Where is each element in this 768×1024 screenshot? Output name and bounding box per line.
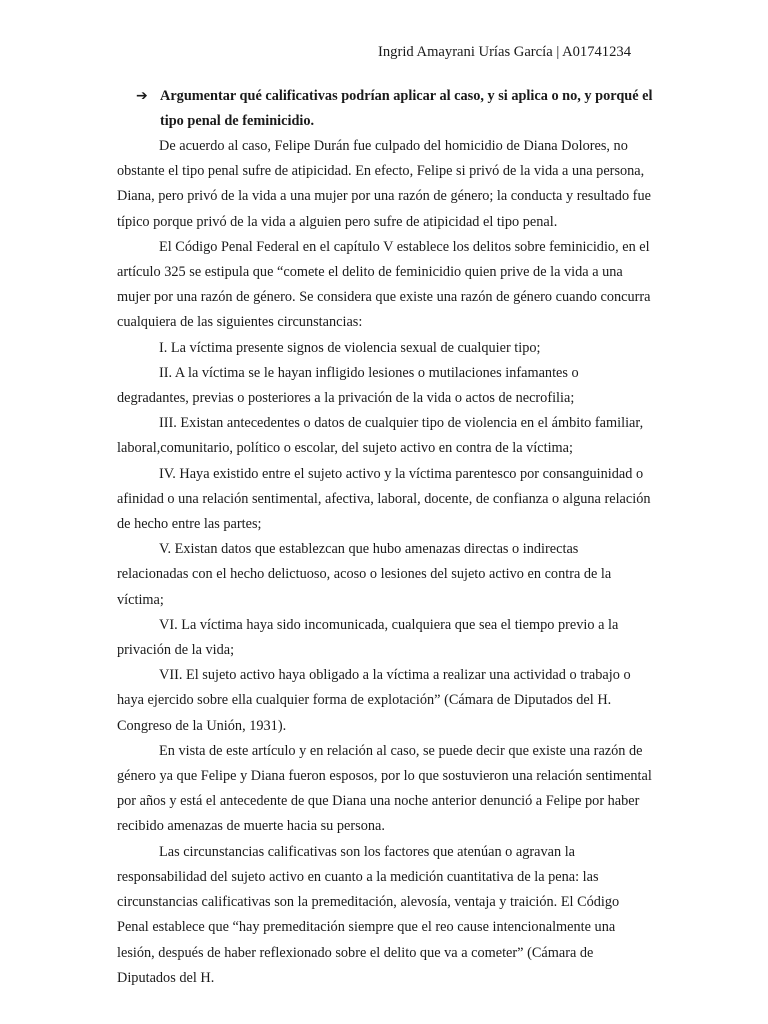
list-item: VII. El sujeto activo haya obligado a la víctima a realizar una actividad o trabajo o haya ejercido sobre ella cualquier forma de explotación” (Cámara de Diputados del H. Congreso de la Unión, 1931). — [117, 667, 631, 734]
author-header: Ingrid Amayrani Urías García | A01741234 — [378, 44, 631, 60]
section-heading: Argumentar qué calificativas podrían aplicar al caso, y si aplica o no, y porqué el tipo penal de feminicidio. — [160, 88, 653, 130]
paragraph: El Código Penal Federal en el capítulo V establece los delitos sobre feminicidio, en el artículo 325 se estipula que “comete el delito de feminicidio quien prive de la vida a una mujer por una razón de género. Se considera que existe una razón de género cuando concurra cualquiera de las siguientes circunstancias: — [117, 238, 651, 331]
arrow-right-icon: ➔ — [136, 88, 148, 104]
paragraph: De acuerdo al caso, Felipe Durán fue culpado del homicidio de Diana Dolores, no obstante el tipo penal sufre de atipicidad. En efecto, Felipe si privó de la vida a una persona, Diana, pero privó de la vida a una mujer por una razón de género; la conducta y resultado fue típico porque privó de la vida a alguien pero sufre de atipicidad el tipo penal. — [117, 138, 651, 230]
list-item: IV. Haya existido entre el sujeto activo y la víctima parentesco por consanguinidad o afinidad o una relación sentimental, afectiva, laboral, docente, de confianza o alguna relación de hecho entre las partes; — [117, 465, 651, 533]
list-item: VI. La víctima haya sido incomunicada, cualquiera que sea el tiempo previo a la privación de la vida; — [117, 616, 619, 659]
list-item: V. Existan datos que establezcan que hubo amenazas directas o indirectas relacionadas con el hecho delictuoso, acoso o lesiones del sujeto activo en contra de la víctima; — [117, 541, 612, 608]
document-body — [117, 134, 652, 991]
paragraph: Las circunstancias calificativas son los factores que atenúan o agravan la responsabilidad del sujeto activo en cuanto a la medición cuantitativa de la pena: las circunstancias calificativas son la premeditación, alevosía, ventaja y traición. El Código Penal establece que “hay premeditación siempre que el reo cause intencionalmente una lesión, después de haber reflexionado sobre el delito que va a cometer” (Cámara de Diputados del H. — [117, 843, 620, 986]
paragraph: En vista de este artículo y en relación al caso, se puede decir que existe una razón de género ya que Felipe y Diana fueron esposos, por lo que sostuvieron una relación sentimental por años y está el antecedente de que Diana una noche anterior denunció a Felipe por haber recibido amenazas de muerte hacia su persona. — [117, 742, 652, 835]
section-bullet — [136, 84, 656, 134]
list-item: III. Existan antecedentes o datos de cualquier tipo de violencia en el ámbito familiar, laboral,comunitario, político o escolar, del sujeto activo en contra de la víctima; — [117, 415, 644, 457]
list-item: I. La víctima presente signos de violencia sexual de cualquier tipo; — [159, 339, 541, 356]
list-item: II. A la víctima se le hayan infligido lesiones o mutilaciones infamantes o degradantes, previas o posteriores a la privación de la vida o actos de necrofilia; — [117, 364, 579, 407]
